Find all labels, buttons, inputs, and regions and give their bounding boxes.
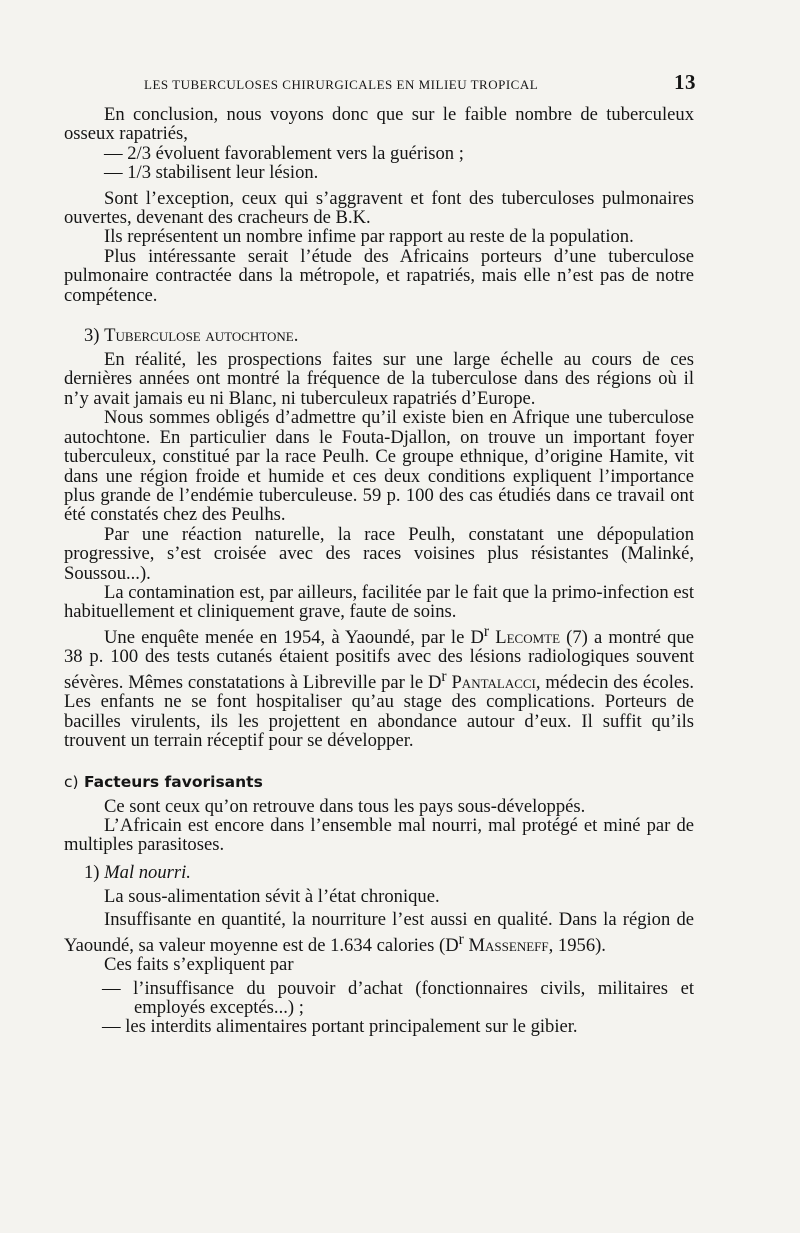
paragraph-faits: Ces faits s’expliquent par: [104, 954, 294, 976]
subsection-heading-mal-nourri: [84, 863, 694, 883]
paragraph-infime: Ils représentent un nombre infime par rapport au reste de la population.: [104, 226, 634, 248]
paragraph-conclusion: En conclusion, nous voyons donc que sur le faible nombre de tuberculeux osseux rapatriés,: [64, 104, 694, 145]
author-name: Lecomte: [495, 626, 561, 648]
paragraph-contamination: La contamination est, par ailleurs, facilitée par le fait que la primo-infection est habituellement et cliniquement grave, faute de soins.: [64, 581, 694, 623]
text-run: Une enquête menée en 1954, à Yaoundé, par le D: [104, 626, 484, 648]
superscript: r: [458, 930, 464, 948]
text-run: (7) a montré que 38 p. 100 des tests cutanés étaient positifs avec des lésions radiologiques souvent sévères. Mêmes constatations à Libreville par le D: [64, 626, 695, 693]
paragraph-insuffisante: [64, 910, 694, 955]
list-item-interdits: — les interdits alimentaires portant principalement sur le gibier.: [102, 1016, 578, 1038]
section-letter: c): [64, 772, 79, 791]
page-number: 13: [674, 70, 696, 94]
paragraph-reaction: Par une réaction naturelle, la race Peulh, constatant une dépopulation progressive, s’est croisée avec des races voisines plus résistantes (Malinké, Soussou...).: [64, 523, 694, 584]
paragraph-africain: L’Africain est encore dans l’ensemble mal nourri, mal protégé et miné par de multiples parasitoses.: [64, 814, 694, 856]
subsection-number: 1): [84, 861, 100, 883]
paragraph-interessante: Plus intéressante serait l’étude des Africains porteurs d’une tuberculose pulmonaire contractée dans la métropole, et rapatriés, mais elle n’est pas de notre compétence.: [64, 245, 694, 306]
superscript: r: [483, 622, 490, 640]
paragraph-exception: Sont l’exception, ceux qui s’aggravent et font des tuberculoses pulmonaires ouvertes, devenant des cracheurs de B.K.: [64, 187, 694, 229]
subsection-title: Mal nourri.: [104, 861, 191, 883]
list-item-favorable: — 2/3 évoluent favorablement vers la guérison ;: [104, 142, 464, 164]
subsection-heading-autochtone: [84, 326, 694, 346]
subsection-title: Tuberculose autochtone.: [104, 325, 299, 347]
paragraph-enquete: [64, 622, 694, 751]
paragraph-obliges: Nous sommes obligés d’admettre qu’il existe bien en Afrique une tuberculose autochtone. En particulier dans le Fouta-Djallon, on trouve un important foyer tuberculeux, constitué par la race Peulh. Ce groupe ethnique, d’origine Hamite, vit dans une région froide et humide et ces deux conditions expliquent l’importance plus grande de l’endémie tuberculeuse. 59 p. 100 des cas étudiés dans ce travail ont été constatés chez des Peulhs.: [64, 407, 694, 526]
running-header: [144, 70, 694, 95]
author-name: Pantalacci: [451, 671, 536, 693]
list-item-pouvoir-achat: — l’insuffisance du pouvoir d’achat (fonctionnaires civils, militaires et employés exceptés...) ;: [102, 977, 694, 1018]
paragraph-realite: En réalité, les prospections faites sur une large échelle au cours de ces dernières années ont montré la fréquence de la tuberculose dans des régions où il n’y avait jamais eu ni Blanc, ni tuberculeux rapatriés d’Europe.: [64, 349, 694, 409]
text-run: Insuffisante en quantité, la nourriture l’est aussi en qualité. Dans la région de Yaoundé, sa valeur moyenne est de 1.634 calories (D: [64, 909, 694, 956]
section-heading-facteurs: [64, 772, 694, 792]
running-title: LES TUBERCULOSES CHIRURGICALES EN MILIEU TROPICAL: [144, 77, 539, 92]
text-run: , médecin des écoles. Les enfants ne se font hospitaliser qu’au stage des complications. Porteurs de bacilles virulents, ils les projettent en abondance autour d’eux. Il suffit qu’ils trouvent un terrain réceptif pour se développer.: [64, 671, 694, 752]
list-item-stabilize: — 1/3 stabilisent leur lésion.: [104, 162, 319, 184]
superscript: r: [441, 667, 447, 685]
text-run: , 1956).: [548, 934, 606, 956]
subsection-number: 3): [84, 325, 100, 347]
paragraph-sous-alimentation: La sous-alimentation sévit à l’état chronique.: [104, 885, 440, 907]
section-title: Facteurs favorisants: [83, 772, 263, 791]
paragraph-sous-developpes: Ce sont ceux qu’on retrouve dans tous les pays sous-développés.: [104, 795, 586, 817]
author-name: Masseneff: [468, 934, 549, 956]
